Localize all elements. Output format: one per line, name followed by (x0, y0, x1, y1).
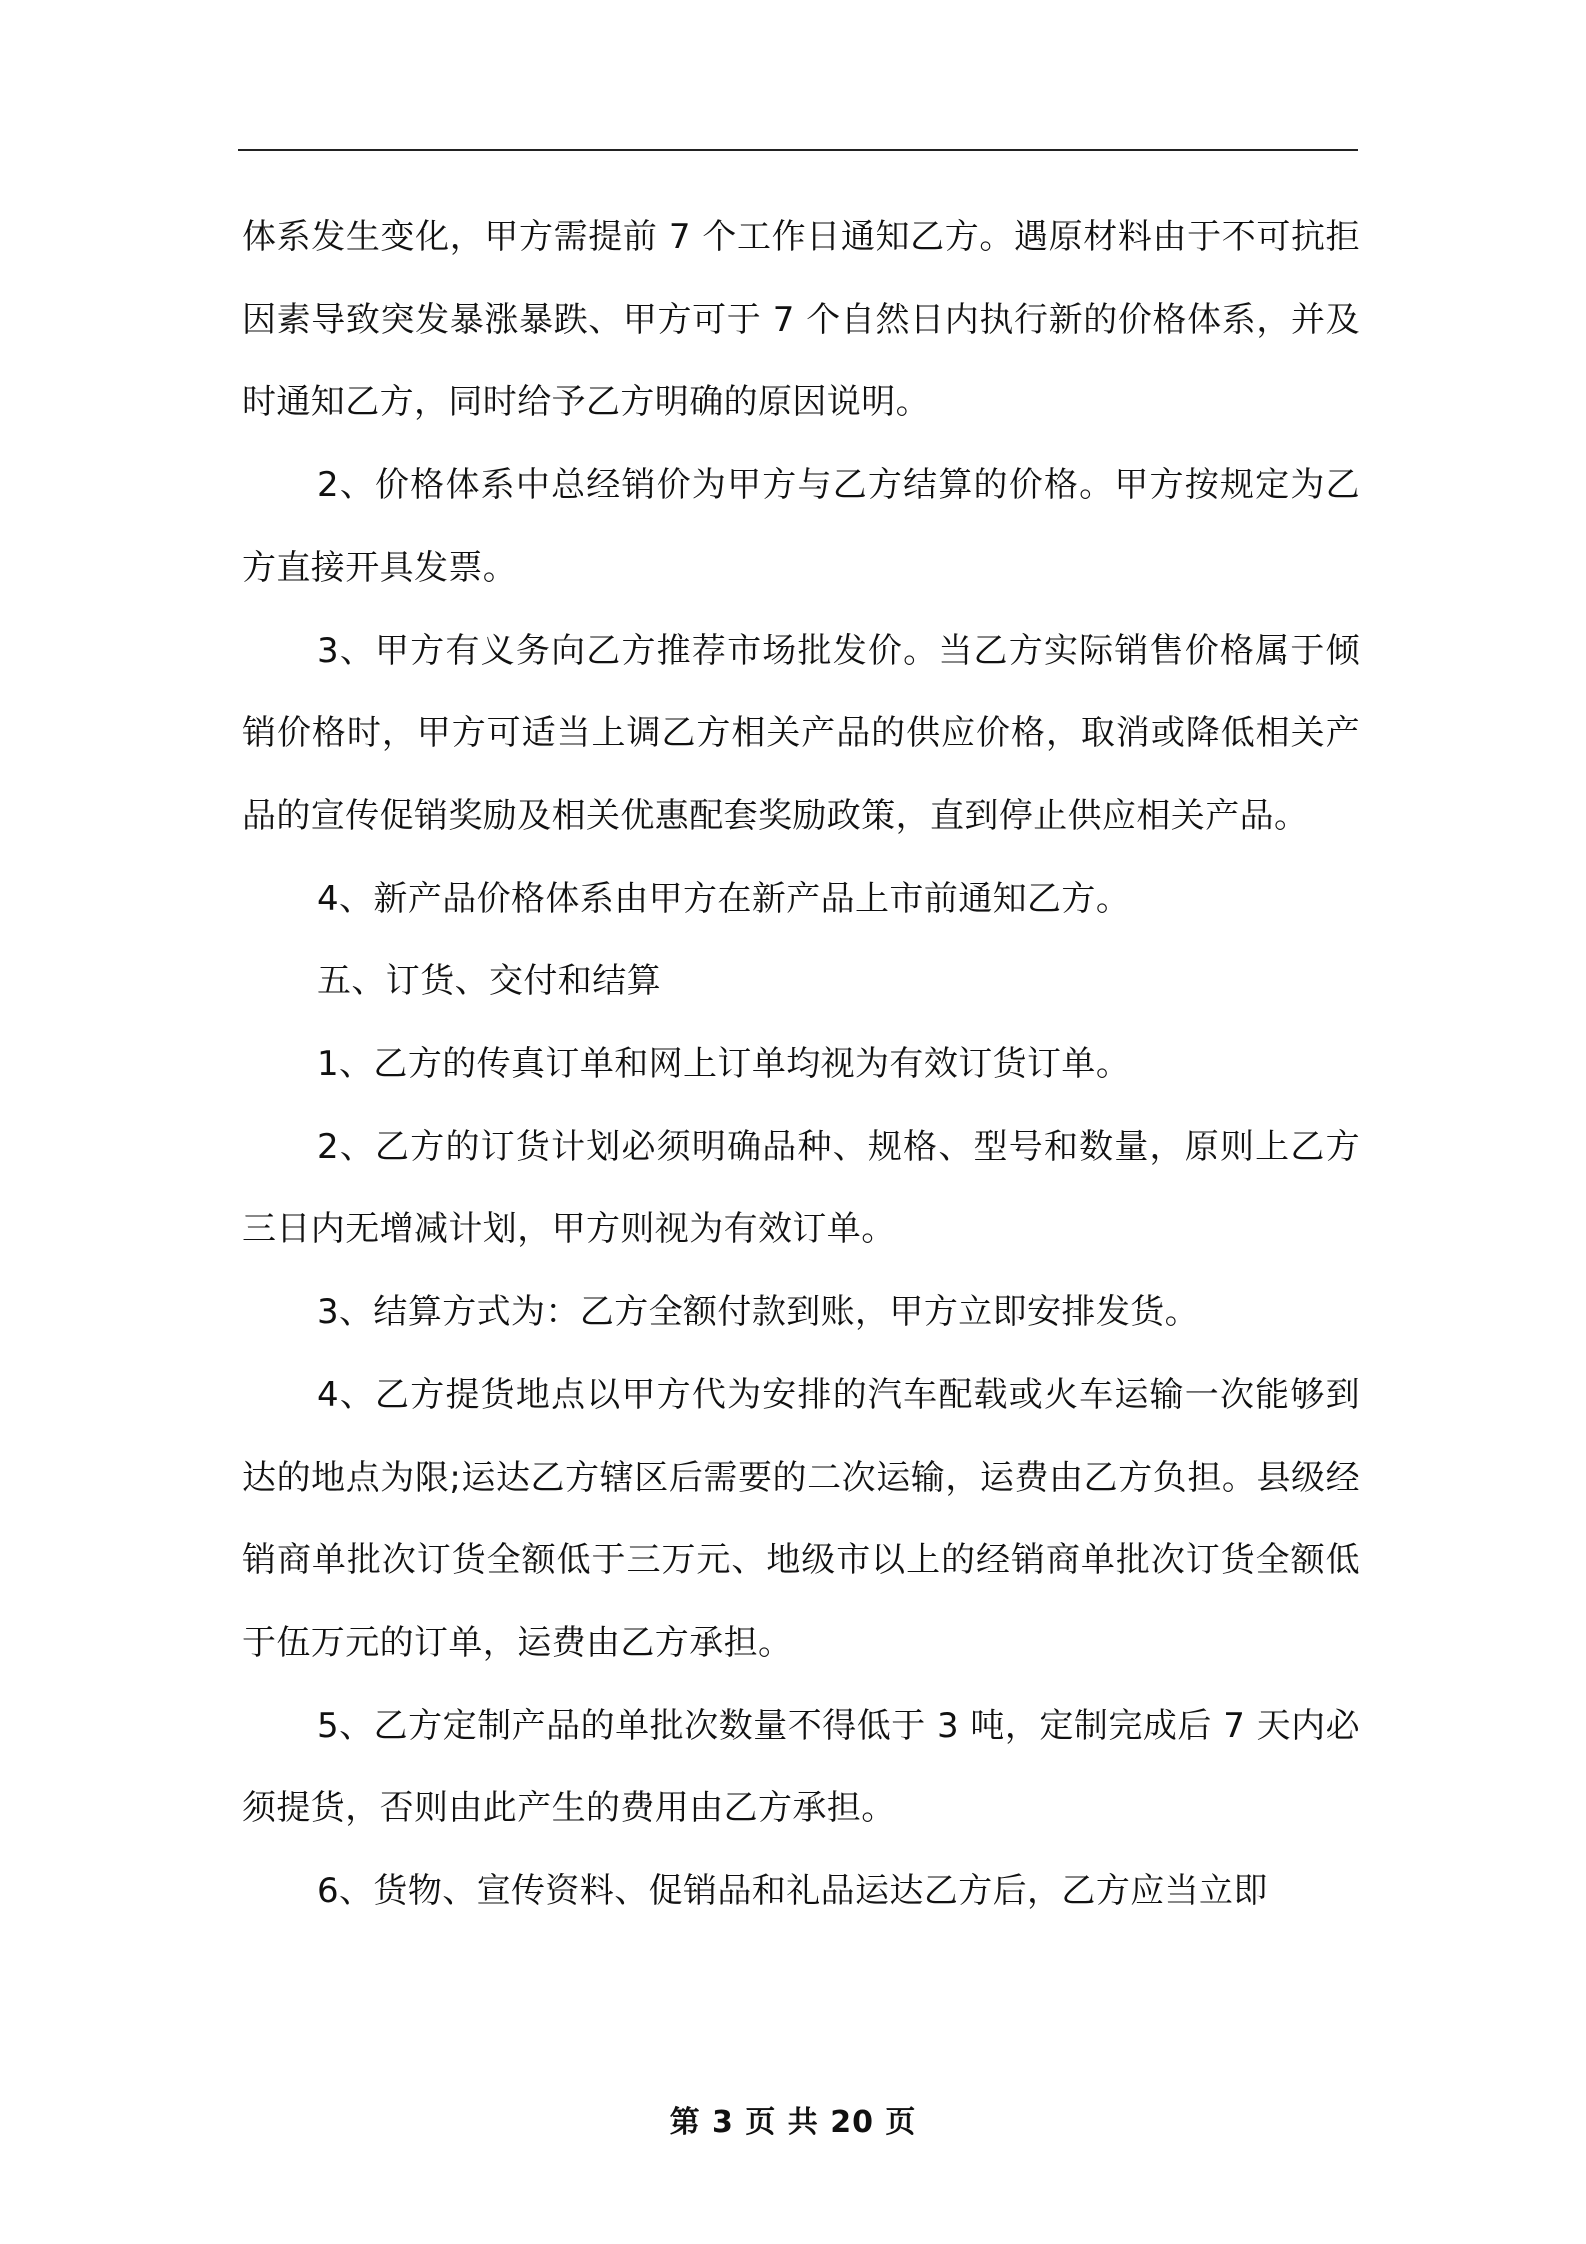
page-footer: 第 3 页 共 20 页 (669, 2105, 917, 2140)
paragraph-7: 2、乙方的订货计划必须明确品种、规格、型号和数量，原则上乙方三日内无增减计划，甲方则视为有效订单。 (242, 1126, 1360, 1250)
document-body (242, 196, 1360, 1933)
paragraph-2: 2、价格体系中总经销价为甲方与乙方结算的价格。甲方按规定为乙方直接开具发票。 (242, 465, 1360, 588)
paragraph-1: 体系发生变化，甲方需提前 7 个工作日通知乙方。遇原材料由于不可抗拒因素导致突发暴涨暴跌、甲方可于 7 个自然日内执行新的价格体系，并及时通知乙方，同时给予乙方明确的原因说明。 (242, 217, 1360, 423)
paragraph-3: 3、甲方有义务向乙方推荐市场批发价。当乙方实际销售价格属于倾销价格时，甲方可适当上调乙方相关产品的供应价格，取消或降低相关产品的宣传促销奖励及相关优惠配套奖励政策，直到停止供应相关产品。 (242, 630, 1360, 836)
paragraph-11: 6、货物、宣传资料、促销品和礼品运达乙方后，乙方应当立即 (317, 1871, 1268, 1912)
paragraph-6: 1、乙方的传真订单和网上订单均视为有效订货订单。 (317, 1044, 1131, 1085)
paragraph-10: 5、乙方定制产品的单批次数量不得低于 3 吨，定制完成后 7 天内必须提货，否则由此产生的费用由乙方承担。 (242, 1705, 1360, 1829)
paragraph-9: 4、乙方提货地点以甲方代为安排的汽车配载或火车运输一次能够到达的地点为限;运达乙方辖区后需要的二次运输，运费由乙方负担。县级经销商单批次订货全额低于三万元、地级市以上的经销商单批次订货全额低于伍万元的订单，运费由乙方承担。 (242, 1374, 1360, 1663)
header-rule (238, 149, 1358, 151)
section-heading-5: 五、订货、交付和结算 (317, 961, 661, 1002)
paragraph-8: 3、结算方式为：乙方全额付款到账，甲方立即安排发货。 (317, 1292, 1200, 1333)
paragraph-4: 4、新产品价格体系由甲方在新产品上市前通知乙方。 (317, 878, 1131, 919)
